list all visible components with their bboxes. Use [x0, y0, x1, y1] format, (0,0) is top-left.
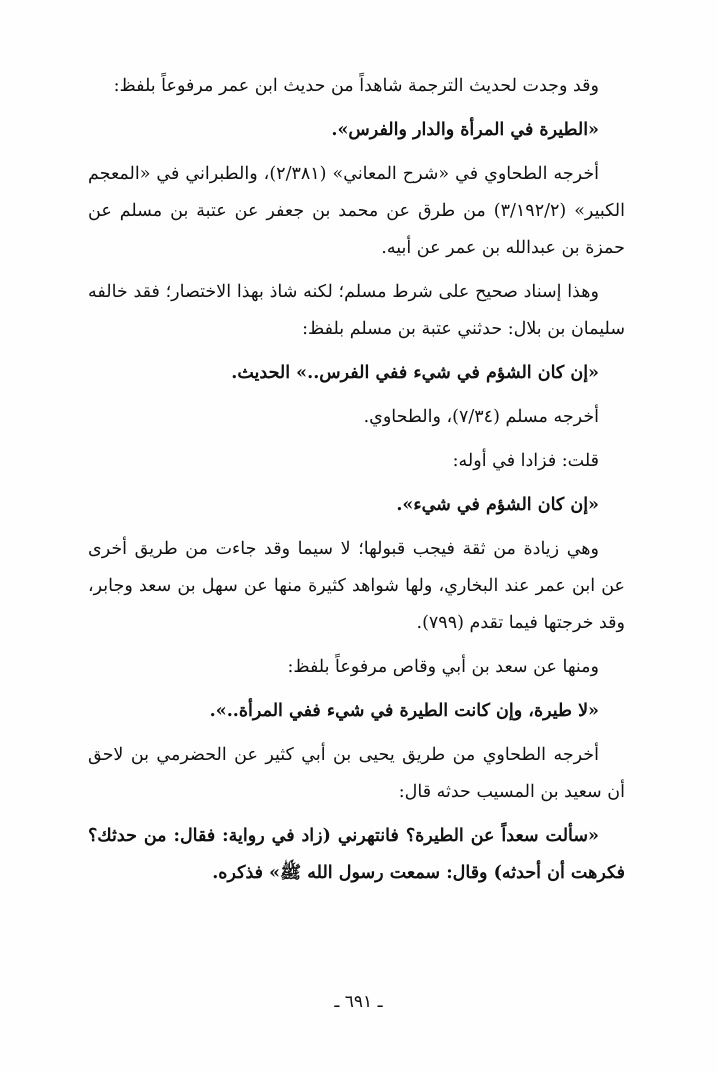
paragraph: أخرجه الطحاوي من طريق يحيى بن أبي كثير عن الحضرمي بن لاحق أن سعيد بن المسيب حدثه قال: [88, 745, 625, 802]
page-number: ـ ٦٩١ ـ [334, 992, 383, 1012]
paragraph: أخرجه الطحاوي في «شرح المعاني» (٢/٣٨١)، والطبراني في «المعجم الكبير» (٣/١٩٢/٢) من طرق عن محمد بن جعفر عن عتبة بن مسلم عن حمزة بن عبدالله بن عمر عن أبيه. [88, 164, 625, 258]
hadith-quote: «سألت سعداً عن الطيرة؟ فانتهرني (زاد في رواية: فقال: من حدثك؟ فكرهت أن أحدثه) وقال: سمعت رسول الله ﷺ» فذكره. [88, 826, 625, 883]
hadith-quote: «لا طيرة، وإن كانت الطيرة في شيء ففي المرأة..». [209, 701, 599, 721]
paragraph: وقد وجدت لحديث الترجمة شاهداً من حديث ابن عمر مرفوعاً بلفظ: [113, 76, 599, 96]
paragraph: وهذا إسناد صحيح على شرط مسلم؛ لكنه شاذ بهذا الاختصار؛ فقد خالفه سليمان بن بلال: حدثني عتبة بن مسلم بلفظ: [88, 282, 625, 339]
paragraph: أخرجه مسلم (٧/٣٤)، والطحاوي. [363, 407, 599, 427]
hadith-quote: «إن كان الشؤم في شيء». [396, 495, 599, 515]
paragraph: ومنها عن سعد بن أبي وقاص مرفوعاً بلفظ: [287, 657, 599, 677]
paragraph: وهي زيادة من ثقة فيجب قبولها؛ لا سيما وقد جاءت من طريق أخرى عن ابن عمر عند البخاري، ولها شواهد كثيرة منها عن سهل بن سعد وجابر، وقد خرجتها فيما تقدم (٧٩٩). [88, 539, 625, 633]
hadith-quote: «إن كان الشؤم في شيء ففي الفرس..» الحديث. [231, 363, 599, 383]
hadith-quote: «الطيرة في المرأة والدار والفرس». [331, 120, 599, 140]
page-body [88, 68, 625, 899]
paragraph: قلت: فزادا في أوله: [452, 451, 599, 471]
